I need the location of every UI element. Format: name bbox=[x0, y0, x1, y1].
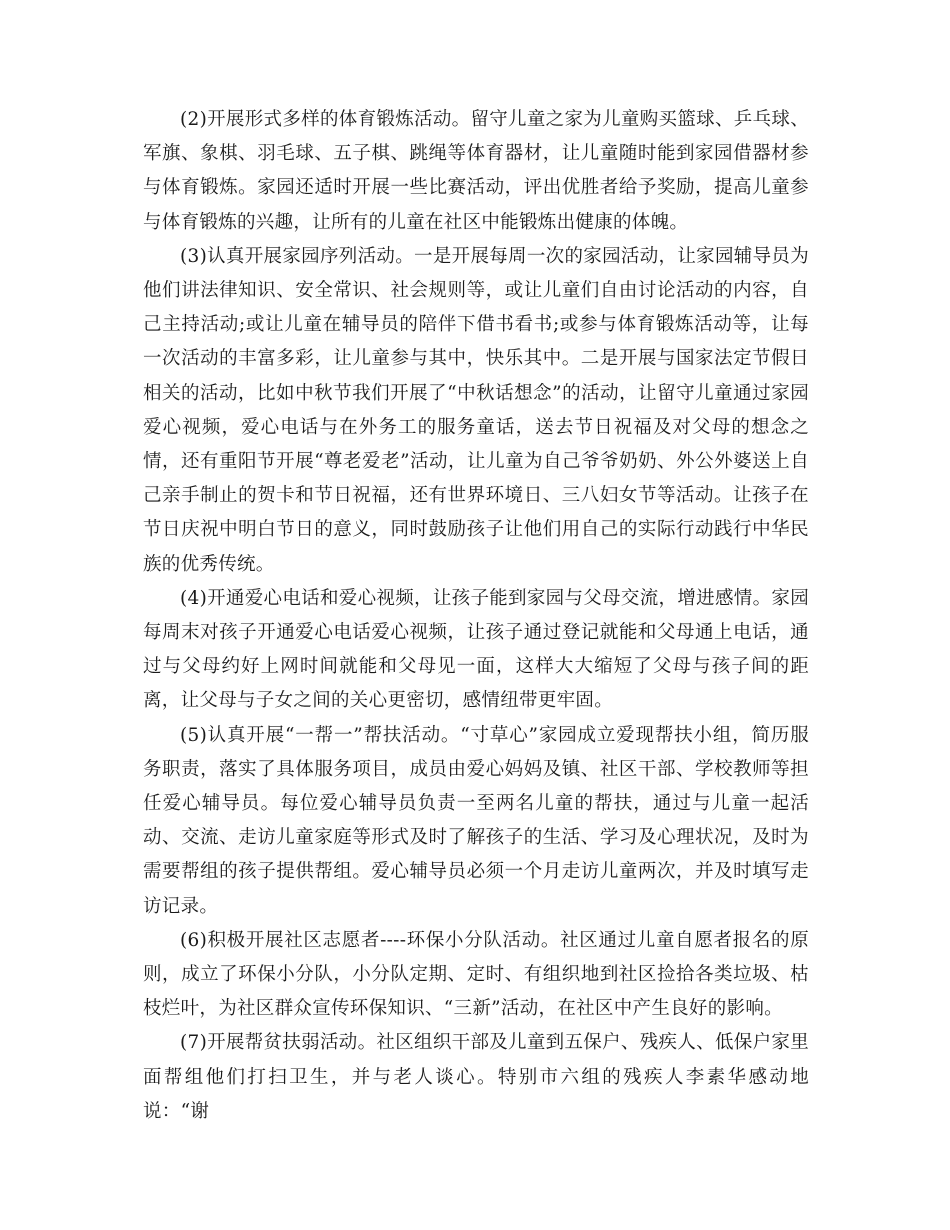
paragraph-7: (7)开展帮贫扶弱活动。社区组织干部及儿童到五保户、残疾人、低保户家里面帮组他们打扫卫生，并与老人谈心。特别市六组的残疾人李素华感动地说：“谢 bbox=[143, 1032, 809, 1122]
paragraph-2: (2)开展形式多样的体育锻炼活动。留守儿童之家为儿童购买篮球、乒乓球、军旗、象棋、羽毛球、五子棋、跳绳等体育器材，让儿童随时能到家园借器材参与体育锻炼。家园还适时开展一些比赛活动，评出优胜者给予奖励，提高儿童参与体育锻炼的兴趣，让所有的儿童在社区中能锻炼出健康的体魄。 bbox=[143, 109, 809, 233]
document-body bbox=[143, 103, 809, 1129]
paragraph-6: (6)积极开展社区志愿者----环保小分队活动。社区通过儿童自愿者报名的原则，成立了环保小分队，小分队定期、定时、有组织地到社区捡拾各类垃圾、枯枝烂叶，为社区群众宣传环保知识、“三新”活动，在社区中产生良好的影响。 bbox=[143, 929, 809, 1020]
paragraph-5: (5)认真开展“一帮一”帮扶活动。“寸草心”家园成立爱现帮扶小组，简历服务职责，落实了具体服务项目，成员由爱心妈妈及镇、社区干部、学校教师等担任爱心辅导员。每位爱心辅导员负责一至两名儿童的帮扶，通过与儿童一起活动、交流、走访儿童家庭等形式及时了解孩子的生活、学习及心理状况，及时为需要帮组的孩子提供帮组。爱心辅导员必须一个月走访儿童两次，并及时填写走访记录。 bbox=[143, 724, 809, 917]
paragraph-4: (4)开通爱心电话和爱心视频，让孩子能到家园与父母交流，增进感情。家园每周末对孩子开通爱心电话爱心视频，让孩子通过登记就能和父母通上电话，通过与父母约好上网时间就能和父母见一面，这样大大缩短了父母与孩子间的距离，让父母与子女之间的关心更密切，感情纽带更牢固。 bbox=[143, 587, 809, 712]
paragraph-3: (3)认真开展家园序列活动。一是开展每周一次的家园活动，让家园辅导员为他们讲法律知识、安全常识、社会规则等，或让儿童们自由讨论活动的内容，自己主持活动;或让儿童在辅导员的陪伴下借书看书;或参与体育锻炼活动等，让每一次活动的丰富多彩，让儿童参与其中，快乐其中。二是开展与国家法定节假日相关的活动，比如中秋节我们开展了“中秋话想念”的活动，让留守儿童通过家园爱心视频，爱心电话与在外务工的服务童话，送去节日祝福及对父母的想念之情，还有重阳节开展“尊老爱老”活动，让儿童为自己爷爷奶奶、外公外婆送上自己亲手制止的贺卡和节日祝福，还有世界环境日、三八妇女节等活动。让孩子在节日庆祝中明白节日的意义，同时鼓励孩子让他们用自己的实际行动践行中华民族的优秀传统。 bbox=[143, 245, 809, 575]
